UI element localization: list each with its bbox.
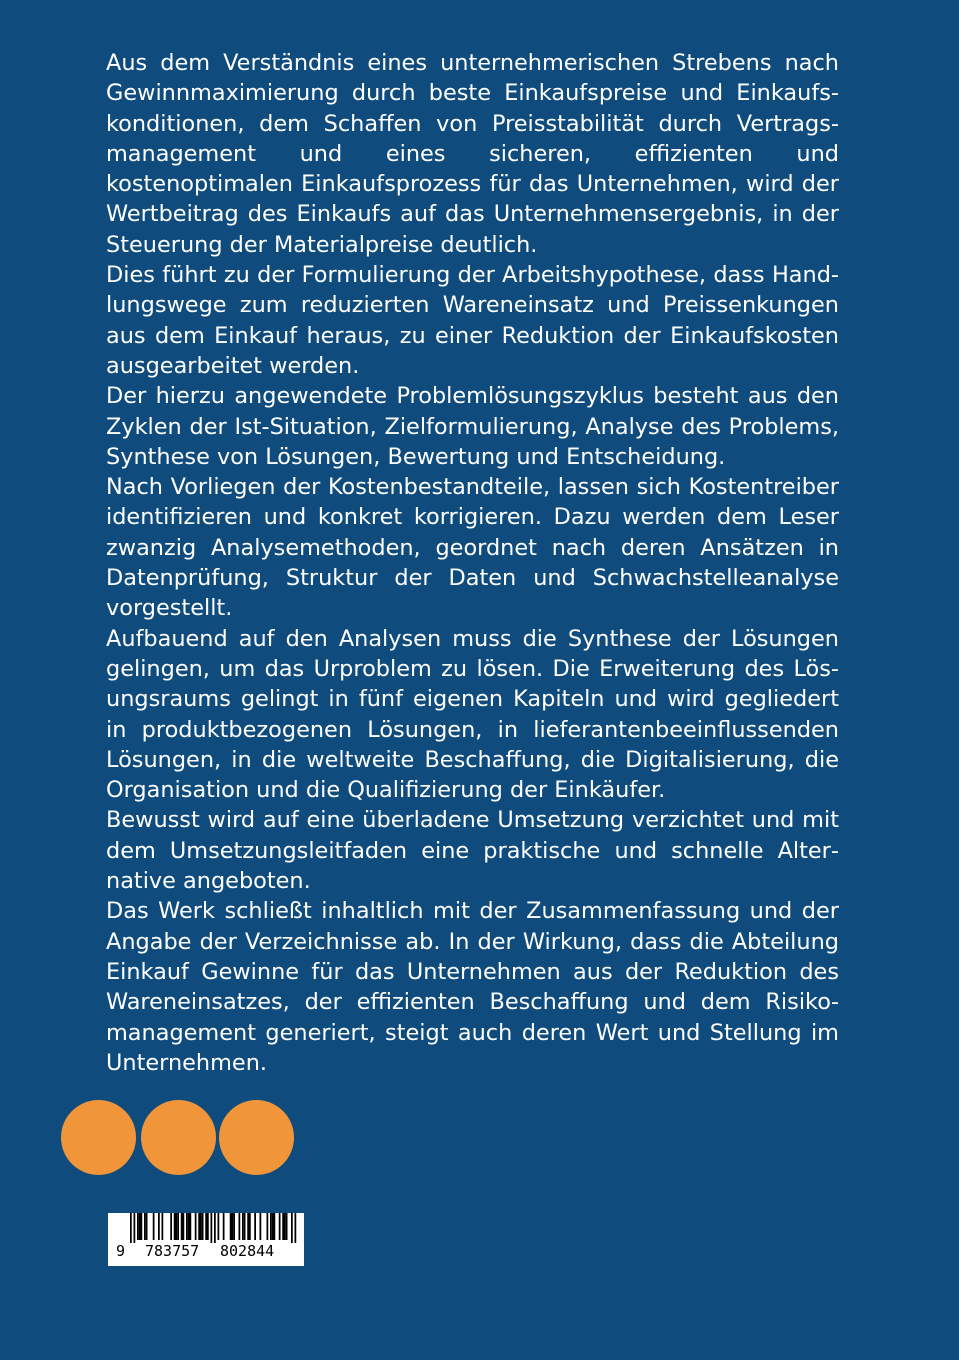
barcode-bar bbox=[186, 1213, 188, 1240]
barcode-bar bbox=[195, 1213, 197, 1240]
blurb-paragraph-2: Dies führt zu der Formulierung der Arbeitshypothese, dass Handlungswege zum reduzierten Wareneinsatz und Preissenkungen aus dem Einkauf heraus, zu einer Reduktion der Einkaufskosten ausgearbeitet werden. bbox=[106, 262, 839, 379]
barcode-bar bbox=[137, 1213, 139, 1240]
barcode-bar bbox=[141, 1213, 143, 1240]
blurb-paragraph-1: Aus dem Verständnis eines unternehmerischen Strebens nach Gewinnmaximierung durch beste Einkaufspreise und Einkaufskonditionen, dem Schaffen von Preisstabilität durch Vertragsmanagement und eines sicheren, effizienten und kostenoptimalen Einkaufsprozess für das Unternehmen, wird der Wertbeitrag des Einkaufs auf das Unternehmensergebnis, in der Steuerung der Materialpreise deutlich. bbox=[106, 50, 839, 258]
barcode-bar bbox=[188, 1213, 190, 1240]
orange-dot-1 bbox=[61, 1100, 136, 1175]
barcode-bar bbox=[207, 1213, 209, 1240]
barcode-bar bbox=[242, 1213, 244, 1240]
barcode-bar bbox=[239, 1213, 241, 1240]
barcode-bar bbox=[247, 1213, 249, 1240]
barcode-bar bbox=[139, 1213, 141, 1240]
isbn-barcode bbox=[108, 1213, 304, 1266]
orange-dot-3 bbox=[219, 1100, 294, 1175]
barcode-bar bbox=[170, 1213, 172, 1240]
barcode-bar bbox=[286, 1213, 288, 1240]
barcode-bar bbox=[214, 1213, 216, 1243]
barcode-bar bbox=[200, 1213, 202, 1240]
blurb-paragraph-5: Aufbauend auf den Analysen muss die Synthese der Lösungen gelingen, um das Urproblem zu lösen. Die Erweiterung des Lösungsraums gelingt in fünf eigenen Kapiteln und wird gegliedert in produktbezogenen Lösungen, in lieferantenbeeinflussenden Lösungen, in die weltweite Beschaffung, die Digitalisierung, die Organisation und die Qualifizierung der Einkäufer. bbox=[106, 625, 839, 804]
barcode-bar bbox=[284, 1213, 286, 1240]
barcode-bar bbox=[177, 1213, 179, 1240]
decorative-dots bbox=[61, 1100, 297, 1176]
barcode-bar bbox=[153, 1213, 155, 1240]
barcode-bar bbox=[272, 1213, 274, 1240]
barcode-bar bbox=[232, 1213, 234, 1240]
barcode-bar bbox=[249, 1213, 251, 1240]
blurb-paragraph-6: Bewusst wird auf eine überladene Umsetzung verzichtet und mit dem Umsetzungsleitfaden eine praktische und schnelle Alternative angeboten. bbox=[106, 807, 839, 895]
barcode-bar bbox=[211, 1213, 213, 1243]
barcode-bar bbox=[183, 1213, 185, 1240]
barcode-bar bbox=[291, 1213, 293, 1243]
blurb-paragraph-4: Nach Vorliegen der Kostenbestandteile, lassen sich Kostentreiber identifizieren und konkret korrigieren. Dazu werden dem Leser zwanzig Analysemethoden, geordnet nach deren Ansätzen in Datenprüfung, Struktur der Daten und Schwachstelleanalyse vorgestellt. bbox=[106, 474, 839, 622]
barcode-bar bbox=[174, 1213, 176, 1240]
barcode-bar bbox=[254, 1213, 256, 1240]
barcode-bar bbox=[218, 1213, 220, 1240]
isbn-group-2: 802844 bbox=[220, 1242, 275, 1260]
barcode-bars bbox=[108, 1213, 304, 1243]
orange-dot-2 bbox=[141, 1100, 216, 1175]
barcode-bar bbox=[205, 1213, 207, 1240]
isbn-number bbox=[108, 1240, 304, 1262]
barcode-bar bbox=[134, 1213, 136, 1243]
barcode-bar bbox=[176, 1213, 178, 1240]
barcode-bar bbox=[198, 1213, 200, 1240]
barcode-bar bbox=[230, 1213, 232, 1240]
barcode-bar bbox=[282, 1213, 284, 1240]
barcode-bar bbox=[162, 1213, 164, 1240]
barcode-bar bbox=[267, 1213, 269, 1240]
blurb-text bbox=[106, 48, 839, 1078]
barcode-bar bbox=[270, 1213, 272, 1240]
barcode-bar bbox=[144, 1213, 146, 1240]
barcode-bar bbox=[244, 1213, 246, 1240]
barcode-bar bbox=[158, 1213, 160, 1240]
isbn-prefix: 9 bbox=[116, 1242, 126, 1260]
isbn-group-1: 783757 bbox=[145, 1242, 200, 1260]
barcode-bar bbox=[181, 1213, 183, 1240]
barcode-bar bbox=[190, 1213, 192, 1240]
barcode-bar bbox=[279, 1213, 281, 1240]
blurb-paragraph-3: Der hierzu angewendete Problemlösungszyklus besteht aus den Zyklen der Ist-Situation, Zielformulierung, Analyse des Problems, Synthese von Lösungen, Bewertung und Entscheidung. bbox=[106, 383, 839, 470]
barcode-bar bbox=[202, 1213, 204, 1240]
barcode-bar bbox=[130, 1213, 132, 1243]
barcode-bar bbox=[233, 1213, 235, 1240]
barcode-bar bbox=[260, 1213, 262, 1240]
barcode-bar bbox=[146, 1213, 148, 1240]
blurb-paragraph-7: Das Werk schließt inhaltlich mit der Zusammenfassung und der Angabe der Verzeichnisse ab. In der Wirkung, dass die Abteilung Einkauf Gewinne für das Unternehmen aus der Reduktion des Wareneinsatzes, der effizienten Beschaffung und dem Risikomanagement generiert, steigt auch deren Wert und Stellung im Unternehmen. bbox=[106, 898, 839, 1076]
barcode-bar bbox=[223, 1213, 225, 1240]
barcode-bar bbox=[295, 1213, 297, 1243]
barcode-bar bbox=[274, 1213, 276, 1240]
